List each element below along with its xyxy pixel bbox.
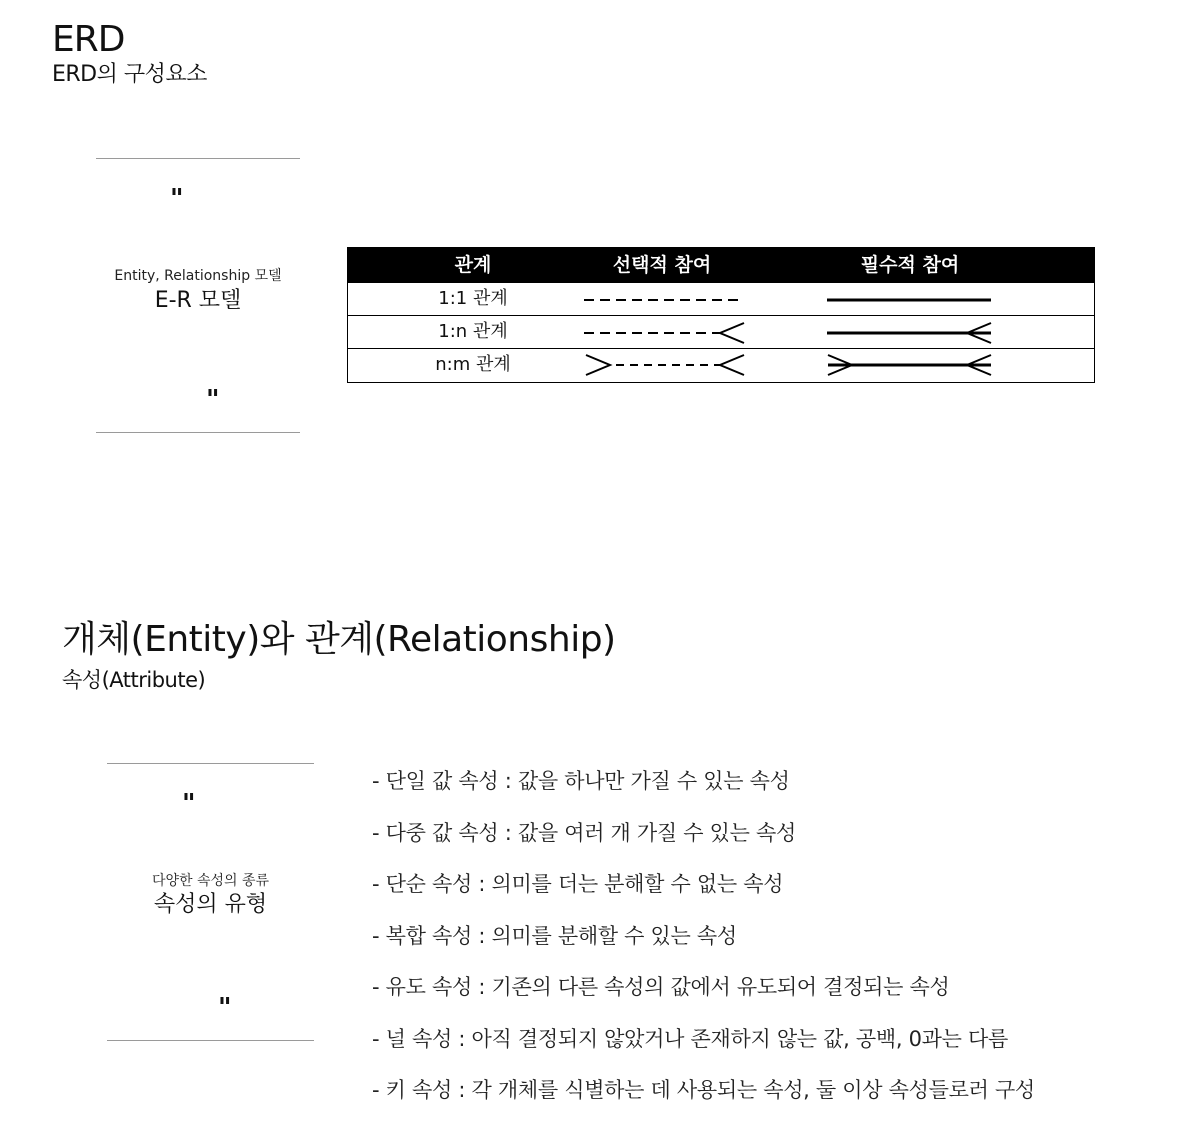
relation-notation [348, 316, 1096, 348]
close-quote-mark: " [206, 385, 217, 415]
page-title: ERD [52, 19, 125, 60]
list-item: - 널 속성 : 아직 결정되지 않았거나 존재하지 않는 값, 공백, 0과는 다름 [372, 1026, 1009, 1051]
row-label: 1:1 관계 [438, 288, 508, 309]
quote-bottom-rule [107, 1040, 314, 1041]
relation-notation [348, 349, 1096, 381]
list-item: - 단일 값 속성 : 값을 하나만 가질 수 있는 속성 [372, 769, 790, 793]
list-item: - 단순 속성 : 의미를 더는 분해할 수 없는 속성 [372, 872, 784, 896]
row-label: n:m 관계 [435, 354, 511, 375]
list-item: - 키 속성 : 각 개체를 식별하는 데 사용되는 속성, 둘 이상 속성들로러 구성 [372, 1078, 1035, 1102]
quote-caption: Entity, Relationship 모델 [114, 268, 282, 284]
section-title: 개체(Entity)와 관계(Relationship) [62, 619, 616, 660]
header-mandatory: 필수적 참여 [860, 254, 960, 276]
quote-bottom-rule [96, 432, 300, 433]
relationship-table [347, 247, 1095, 383]
crowfoot-right-icon [720, 323, 744, 343]
table-row [348, 348, 1094, 381]
list-item: - 다중 값 속성 : 값을 여러 개 가질 수 있는 속성 [372, 820, 796, 845]
row-label: 1:n 관계 [438, 321, 508, 342]
table-row [348, 315, 1094, 348]
relation-notation [348, 283, 1096, 315]
open-quote-mark: " [170, 184, 181, 214]
quote-top-rule [107, 763, 314, 764]
table-row [348, 282, 1094, 315]
quote-caption: 다양한 속성의 종류 [151, 873, 270, 889]
page-subtitle: ERD의 구성요소 [52, 62, 207, 87]
section-subtitle: 속성(Attribute) [62, 668, 206, 692]
crowfoot-left-icon [586, 355, 610, 375]
header-relation: 관계 [454, 254, 492, 276]
list-item: - 유도 속성 : 기존의 다른 속성의 값에서 유도되어 결정되는 속성 [372, 975, 950, 999]
attribute-type-list [372, 764, 1035, 1125]
crowfoot-right-icon [720, 355, 744, 375]
header-optional: 선택적 참여 [612, 254, 712, 276]
close-quote-mark: " [218, 993, 229, 1023]
quote-heading: E-R 모델 [154, 288, 242, 313]
open-quote-mark: " [182, 789, 193, 819]
table-header-row [348, 248, 1094, 282]
quote-top-rule [96, 158, 300, 159]
list-item: - 복합 속성 : 의미를 분해할 수 있는 속성 [372, 923, 737, 948]
quote-heading: 속성의 유형 [153, 892, 268, 917]
